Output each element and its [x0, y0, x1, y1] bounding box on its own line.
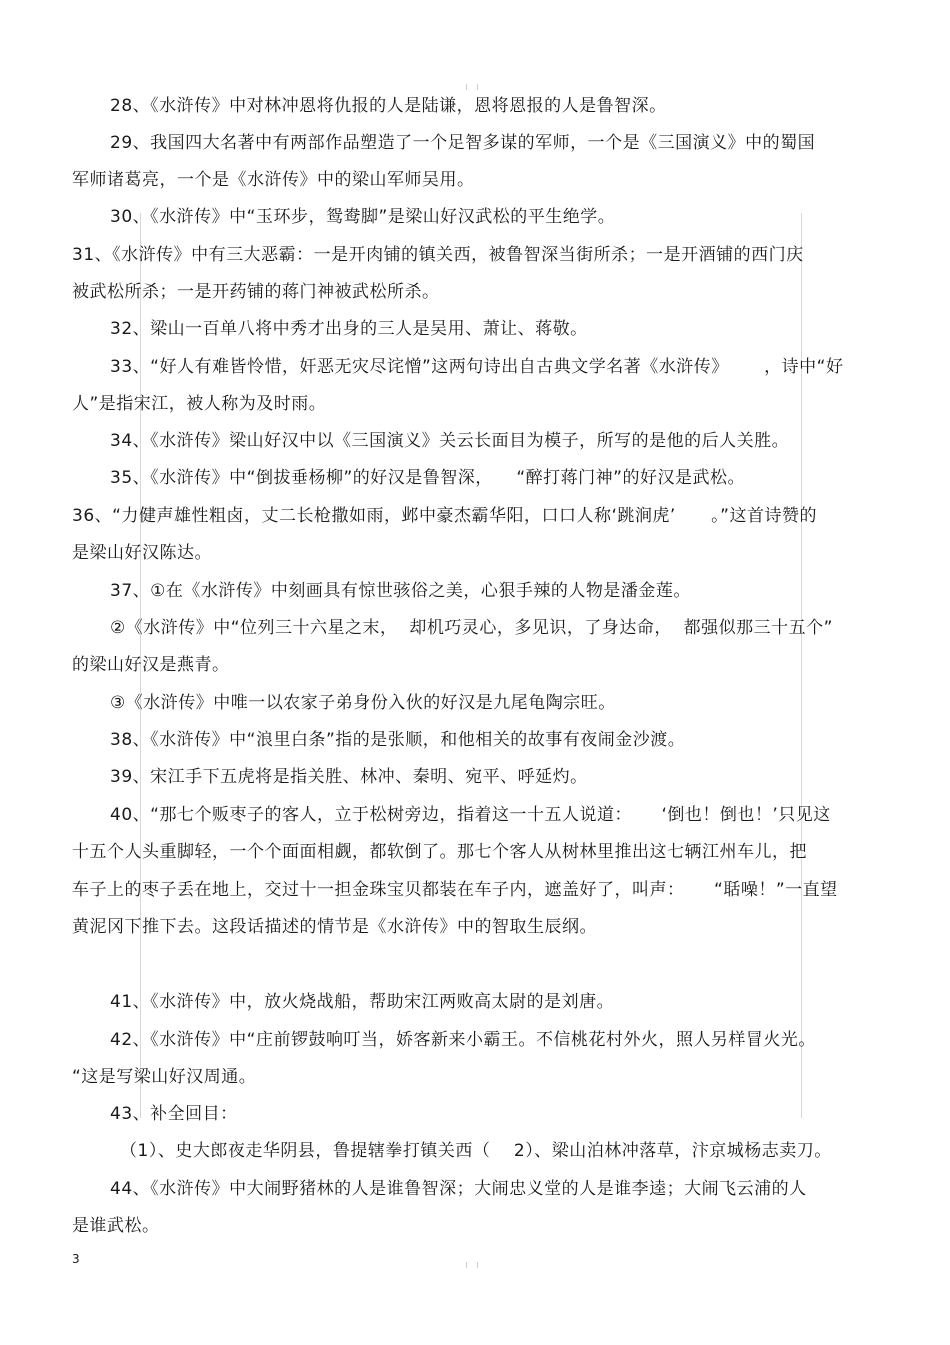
text-line-9: 人”是指宋江，被人称为及时雨。 [72, 394, 327, 414]
text-line-11: 35、《水浒传》中“倒拔垂杨柳”的好汉是鲁智深， “醉打蒋门神”的好汉是武松。 [110, 468, 745, 488]
text-line-5: 31、《水浒传》中有三大恶霸：一是开肉铺的镇关西，被鲁智深当街所杀；一是开酒铺的西门庆 [72, 245, 804, 265]
text-line-21: 十五个人头重脚轻，一个个面面相觑，都软倒了。那七个客人从树林里推出这七辆江州车儿，把 [72, 842, 807, 862]
text-line-10: 34、《水浒传》梁山好汉中以《三国演义》关云长面目为模子，所写的是他的后人关胜。 [110, 431, 790, 451]
text-line-27: 43、补全回目： [110, 1104, 238, 1124]
text-line-19: 39、宋江手下五虎将是指关胜、林冲、秦明、宛平、呼延灼。 [110, 767, 588, 787]
page-number: 3 [72, 1252, 80, 1266]
text-line-15: ②《水浒传》中“位列三十六星之末， 却机巧灵心，多见识，了身达命， 都强似那三十五个” [110, 618, 833, 638]
page-frame [140, 213, 802, 1118]
text-line-7: 32、梁山一百单八将中秀才出身的三人是吴用、萧让、蒋敬。 [110, 319, 588, 339]
text-line-30: 是谁武松。 [72, 1216, 160, 1236]
bottom-crop-mark [466, 1262, 478, 1268]
text-line-24: 41、《水浒传》中，放火烧战船，帮助宋江两败高太尉的是刘唐。 [110, 992, 615, 1012]
text-line-2: 29、我国四大名著中有两部作品塑造了一个足智多谋的军师，一个是《三国演义》中的蜀国 [110, 133, 816, 153]
text-line-18: 38、《水浒传》中“浪里白条”指的是张顺，和他相关的故事有夜闹金沙渡。 [110, 730, 686, 750]
text-line-17: ③《水浒传》中唯一以农家子弟身份入伙的好汉是九尾龟陶宗旺。 [110, 693, 616, 713]
text-line-22: 车子上的枣子丢在地上，交过十一担金珠宝贝都装在车子内，遮盖好了，叫声： “聒噪！”一直望 [72, 880, 838, 900]
text-line-8: 33、“好人有难皆怜惜，奸恶无灾尽诧憎”这两句诗出自古典文学名著《水浒传》 ，诗中“好 [110, 357, 844, 377]
text-line-26: “这是写梁山好汉周通。 [72, 1067, 257, 1087]
text-line-6: 被武松所杀；一是开药铺的蒋门神被武松所杀。 [72, 282, 440, 302]
text-line-23: 黄泥冈下推下去。这段话描述的情节是《水浒传》中的智取生辰纲。 [72, 917, 597, 937]
text-line-16: 的梁山好汉是燕青。 [72, 655, 230, 675]
text-line-3: 军师诸葛亮，一个是《水浒传》中的梁山军师吴用。 [72, 170, 475, 190]
text-line-4: 30、《水浒传》中“玉环步，鸳鸯脚”是梁山好汉武松的平生绝学。 [110, 207, 616, 227]
text-line-1: 28、《水浒传》中对林冲恩将仇报的人是陆谦，恩将恩报的人是鲁智深。 [110, 96, 667, 116]
text-line-13: 是梁山好汉陈达。 [72, 543, 212, 563]
text-line-14: 37、①在《水浒传》中刻画具有惊世骇俗之美，心狠手辣的人物是潘金莲。 [110, 581, 691, 601]
text-line-20: 40、“那七个贩枣子的客人，立于松树旁边，指着这一十五人说道： ‘倒也！倒也！’只见这 [110, 805, 831, 825]
text-line-25: 42、《水浒传》中“庄前锣鼓响叮当，娇客新来小霸王。不信桃花村外火，照人另样冒火光。 [110, 1030, 816, 1050]
top-crop-mark [466, 84, 478, 90]
text-line-28: （1）、史大郎夜走华阴县，鲁提辖拳打镇关西（ 2）、梁山泊林冲落草，汴京城杨志卖刀。 [120, 1141, 832, 1161]
text-line-29: 44、《水浒传》中大闹野猪林的人是谁鲁智深；大闹忠义堂的人是谁李逵；大闹飞云浦的人 [110, 1179, 807, 1199]
text-line-12: 36、“力健声雄性粗卤，丈二长枪撒如雨，邺中豪杰霸华阳，口口人称‘跳涧虎’ 。”这首诗赞的 [72, 506, 817, 526]
